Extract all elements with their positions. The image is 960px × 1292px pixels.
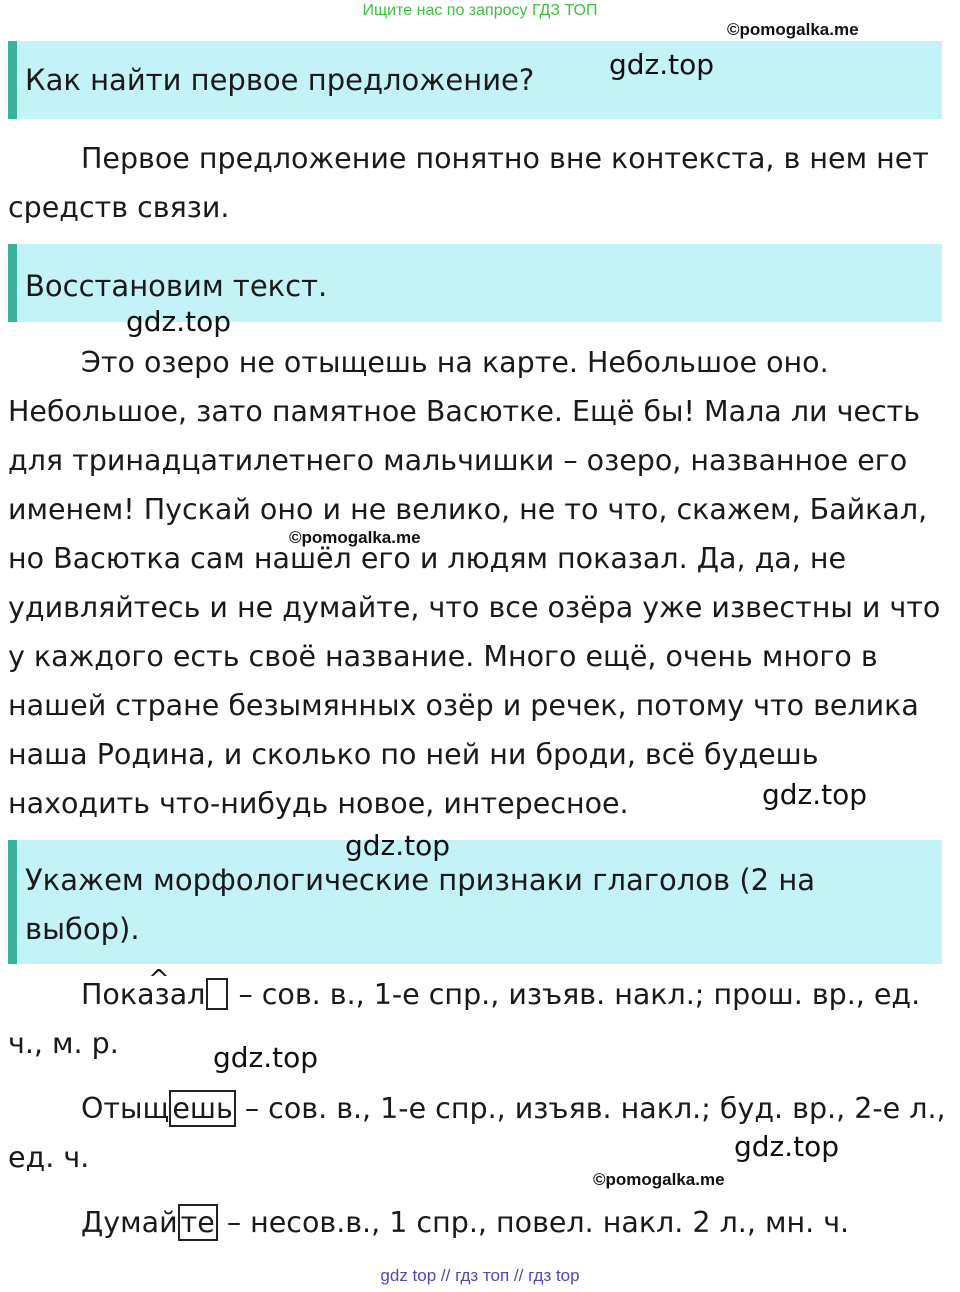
section-title-line: выбор). bbox=[25, 912, 140, 946]
text-line: Первое предложение понятно вне контекста, в нем нет bbox=[81, 142, 929, 175]
verb-stem: Отыщ bbox=[81, 1092, 170, 1125]
text-line: но Васютка сам нашёл его и людям показал. Да, да, не bbox=[8, 542, 847, 575]
text-line: именем! Пускай оно и не велико, не то что, скажем, Байкал, bbox=[8, 493, 928, 526]
verb-ending-box: ешь bbox=[169, 1090, 235, 1127]
verb-analysis-pokazal bbox=[8, 970, 952, 1068]
section-header-verb-features bbox=[8, 840, 942, 964]
verb-analysis-dumayte bbox=[8, 1198, 952, 1247]
watermark-pomogalka: ©pomogalka.me bbox=[593, 1170, 725, 1189]
text-line: нашей стране безымянных озёр и речек, потому что велика bbox=[8, 689, 919, 722]
verb-stem: Думай bbox=[81, 1206, 178, 1239]
section-title: Восстановим текст. bbox=[25, 269, 328, 303]
watermark-gdz: gdz.top bbox=[345, 829, 451, 862]
verb-description-cont: ед. ч. bbox=[8, 1141, 90, 1174]
zero-ending-box bbox=[206, 978, 228, 1010]
search-note: Ищите нас по запросу ГДЗ ТОП bbox=[362, 2, 598, 19]
verb-description: – сов. в., 1-е спр., изъяв. накл.; буд. вр., 2-е л., bbox=[235, 1092, 946, 1125]
section-title-line: Укажем морфологические признаки глаголов (2 на bbox=[25, 863, 816, 897]
verb-ending-box: те bbox=[178, 1204, 218, 1241]
text-line: для тринадцатилетнего мальчишки – озеро, названное его bbox=[8, 444, 908, 477]
verb-description: – несов.в., 1 спр., повел. накл. 2 л., мн. ч. bbox=[217, 1206, 850, 1239]
watermark-gdz: gdz.top bbox=[762, 778, 868, 811]
verb-description: – сов. в., 1-е спр., изъяв. накл.; прош. вр., ед. bbox=[229, 978, 921, 1011]
text-line: у каждого есть своё название. Много ещё, очень много в bbox=[8, 640, 878, 673]
watermark-gdz: gdz.top bbox=[126, 305, 232, 338]
text-line: удивляйтесь и не думайте, что все озёра уже известны и что bbox=[8, 591, 941, 624]
text-line: Небольшое, зато памятное Васютке. Ещё бы! Мала ли честь bbox=[8, 395, 921, 428]
text-line: наша Родина, и сколько по ней ни броди, всё будешь bbox=[8, 738, 819, 771]
section-title: Как найти первое предложение? bbox=[25, 63, 535, 97]
text-line: находить что-нибудь новое, интересное. bbox=[8, 787, 629, 820]
section-header-first-sentence bbox=[8, 41, 942, 119]
restored-text bbox=[8, 338, 952, 828]
text-line: средств связи. bbox=[8, 191, 230, 224]
answer-paragraph bbox=[8, 134, 952, 232]
watermark-pomogalka: ©pomogalka.me bbox=[289, 528, 421, 547]
text-line: Это озеро не отыщешь на карте. Небольшое оно. bbox=[81, 346, 829, 379]
verb-stem: ^ Показал bbox=[81, 978, 205, 1011]
verb-description-cont: ч., м. р. bbox=[8, 1027, 119, 1060]
watermark-gdz: gdz.top bbox=[734, 1130, 840, 1163]
watermark-gdz: gdz.top bbox=[213, 1041, 319, 1074]
watermark-pomogalka: ©pomogalka.me bbox=[727, 20, 859, 39]
watermark-gdz: gdz.top bbox=[609, 48, 715, 81]
footer-links: gdz top // гдз топ // гдз top bbox=[380, 1266, 580, 1285]
